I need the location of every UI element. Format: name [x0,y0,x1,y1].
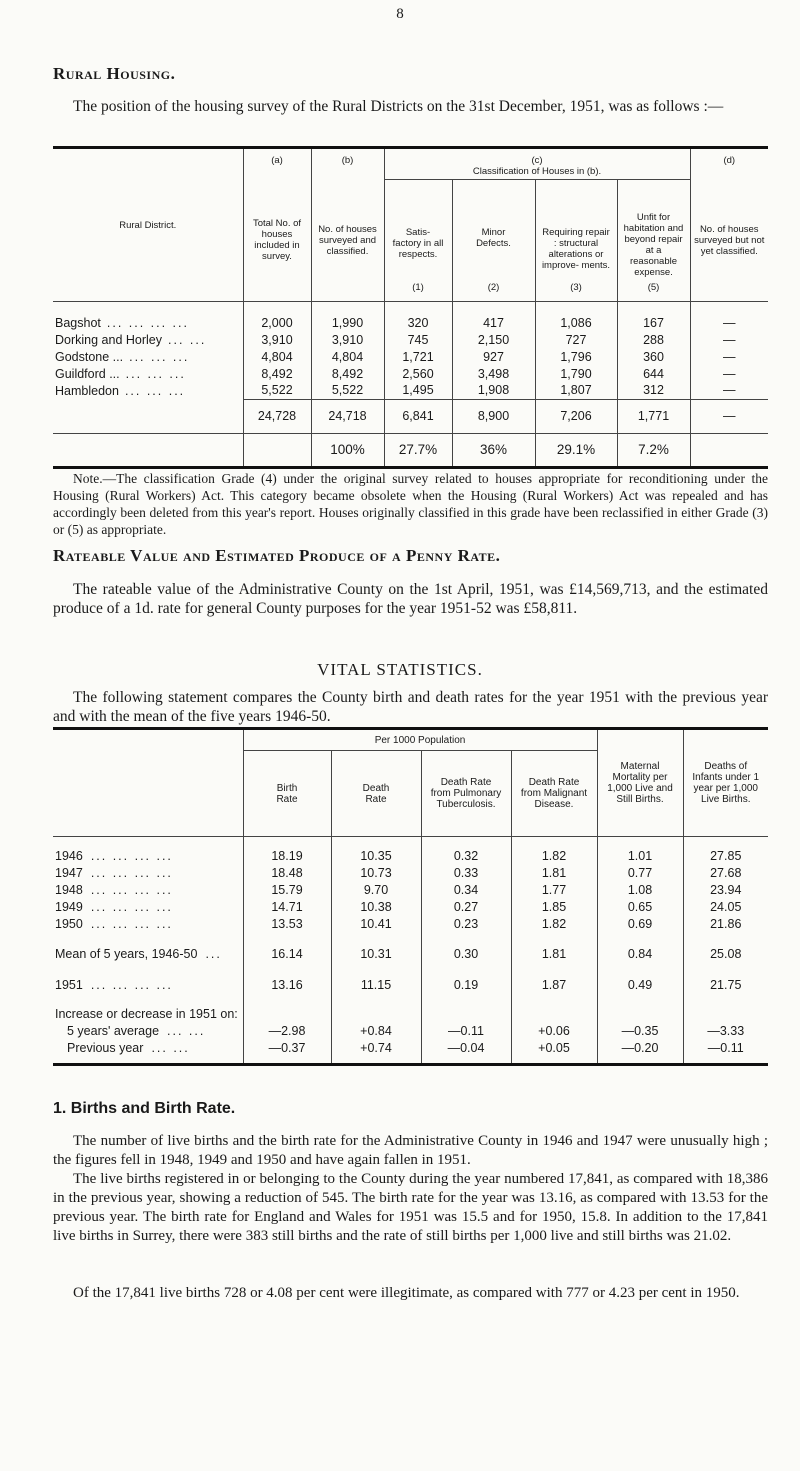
leader-dots: ... ... [151,1040,190,1055]
cell-a: 4,804 [243,348,311,365]
table-row [53,898,768,915]
births-paragraph-1: The number of live births and the birth rate for the Administrative County in 1946 and 1947 were unusually high ; the figures fell in 1948, 1949 and 1950 and have again fallen in 1951. [53,1133,768,1168]
vital-statistics-title: VITAL STATISTICS. [317,660,483,679]
value-cell: 16.14 [243,932,331,968]
cell-a: 5,522 [243,382,311,399]
value-cell: 10.41 [331,915,421,932]
col-d-letter: (d) [690,148,768,180]
cell-c2: 2,150 [452,331,535,348]
change-label: Increase or decrease in 1951 on: [55,1007,238,1021]
row-label: Previous year [67,1040,144,1055]
table-row [53,382,768,399]
district-name: Bagshot [55,316,101,330]
leader-dots: ... ... ... ... [90,849,173,863]
cell-a: 2,000 [243,302,311,332]
value-cell: 10.35 [331,837,421,865]
cell-c5: 167 [617,302,690,332]
district-name: Hambledon [55,383,119,398]
col-c3-label: Requiring repair : structural alterations or improve- ments. [541,227,611,271]
col-c-letter: (c) [531,155,543,166]
total-b: 24,718 [311,399,384,433]
value-cell: 1.87 [511,968,597,1002]
col-c5-number: (5) [647,282,660,293]
empty-cell [53,1056,243,1064]
cell-c5: 288 [617,331,690,348]
cell-c1: 320 [384,302,452,332]
table-row [53,864,768,881]
leader-dots: ... ... ... ... [90,899,173,914]
value-cell: 1.81 [511,864,597,881]
row-label-cell [53,1022,243,1039]
table-row [53,1022,768,1039]
value-cell: +0.05 [511,1039,597,1056]
infant-header: Deaths of Infants under 1 year per 1,000 Live Births. [683,729,768,837]
cell-d: — [690,382,768,399]
cell-c5: 360 [617,348,690,365]
housing-note: Note.—The classification Grade (4) under the original survey related to houses appropriate for reconditioning under the Housing (Rural Workers) Act. This category became obsolete when the Housing (Rural Workers) Act was repealed and has accordingly been deleted from this year's report. Houses originally classified in this grade have been reclassified in either Grade (3) or (5) as appropriate. [53,471,768,537]
empty-cell [511,1002,597,1022]
value-cell: 25.08 [683,932,768,968]
leader-dots: ... [205,946,222,961]
percent-c5: 7.2% [617,433,690,467]
row-label: Mean of 5 years, 1946-50 [55,946,198,961]
row-label: 1947 [55,865,83,880]
cell-c3: 1,807 [535,382,617,399]
col-c5-label: Unfit for habitation and beyond repair at a reasonable expense. [623,212,684,278]
percent-c1: 27.7% [384,433,452,467]
percent-c3: 29.1% [535,433,617,467]
vital-corner-cell [53,729,243,837]
total-a: 24,728 [243,399,311,433]
col-b-header: No. of houses surveyed and classified. [311,180,384,302]
birth-rate-header: Birth Rate [243,751,331,837]
per-1000-header: Per 1000 Population [243,729,597,751]
col-b-letter: (b) [311,148,384,180]
death-tb-header: Death Rate from Pulmonary Tuberculosis. [421,751,511,837]
district-name: Godstone ... [55,349,124,364]
cell-b: 5,522 [311,382,384,399]
table-row [53,302,768,332]
value-cell: 18.48 [243,864,331,881]
row-label: 1951 [55,978,83,992]
table-row [53,915,768,932]
rateable-text: The rateable value of the Administrative County on the 1st April, 1951, was £14,569,713, and the estimated produce of a 1d. rate for general County purposes for the year 1951-52 was £58,811. [53,581,768,617]
value-cell: 21.75 [683,968,768,1002]
leader-dots: ... ... ... ... [106,316,189,330]
value-cell: —3.33 [683,1022,768,1039]
value-cell: +0.84 [331,1022,421,1039]
leader-dots: ... ... ... [125,366,186,381]
col-c2-label: Minor Defects. [476,227,511,249]
total-d: — [690,399,768,433]
value-cell: 0.33 [421,864,511,881]
change-label-row [53,1002,768,1022]
cell-c2: 927 [452,348,535,365]
housing-survey-table [53,146,768,469]
row-label: 1949 [55,899,83,914]
percent-c2: 36% [452,433,535,467]
total-row [53,399,768,433]
empty-cell [331,1002,421,1022]
table-row [53,881,768,898]
row-label: 1946 [55,849,83,863]
district-name-cell [53,302,243,332]
rateable-heading: Rateable Value and Estimated Produce of a Penny Rate. [53,546,501,565]
col-a-letter: (a) [243,148,311,180]
percent-d [690,433,768,467]
cell-c1: 2,560 [384,365,452,382]
district-name-cell [53,365,243,382]
leader-dots: ... ... ... ... [90,865,173,880]
cell-c1: 1,495 [384,382,452,399]
cell-c3: 727 [535,331,617,348]
value-cell: +0.06 [511,1022,597,1039]
leader-dots: ... ... ... [124,383,186,398]
value-cell: 0.30 [421,932,511,968]
cell-a: 3,910 [243,331,311,348]
value-cell: 15.79 [243,881,331,898]
value-cell: 1.85 [511,898,597,915]
row-label: 1948 [55,882,83,897]
district-name-cell [53,331,243,348]
empty-cell [243,1056,331,1064]
births-paragraph-2: The live births registered in or belonging to the County during the year numbered 17,841, as compared with 18,386 in the previous year, showing a reduction of 545. The birth rate for the year was 13.16, as compared with 13.53 for the previous year. The birth rate for England and Wales for 1951 was 15.5 and for 1950, 15.8. In addition to the 17,841 live births in Surrey, there were 383 still births and the rate of still births per 1,000 live and still births was 21.02. [53,1171,768,1244]
col-d-header: No. of houses surveyed but not yet classified. [690,180,768,302]
percent-a [243,433,311,467]
leader-dots: ... ... ... ... [90,882,173,897]
cell-c3: 1,086 [535,302,617,332]
value-cell: 1.82 [511,915,597,932]
cell-c5: 644 [617,365,690,382]
table-row [53,1039,768,1056]
value-cell: 27.68 [683,864,768,881]
col-c2-header [452,180,535,302]
value-cell: 1.82 [511,837,597,865]
col-c1-number: (1) [412,282,424,293]
value-cell: 24.05 [683,898,768,915]
total-c3: 7,206 [535,399,617,433]
rural-housing-heading: Rural Housing. [53,64,176,83]
cell-d: — [690,331,768,348]
value-cell: 18.19 [243,837,331,865]
row-label-cell [53,915,243,932]
maternal-header: Maternal Mortality per 1,000 Live and Still Births. [597,729,683,837]
value-cell: 23.94 [683,881,768,898]
births-paragraph-3: Of the 17,841 live births 728 or 4.08 per cent were illegitimate, as compared with 777 or 4.23 per cent in 1950. [73,1285,740,1301]
percent-label-cell [53,433,243,467]
col-c-heading [384,148,690,180]
value-cell: 9.70 [331,881,421,898]
row-label-cell [53,837,243,865]
total-c5: 1,771 [617,399,690,433]
value-cell: 0.32 [421,837,511,865]
value-cell: 10.73 [331,864,421,881]
col-c3-number: (3) [570,282,582,293]
table-row [53,331,768,348]
spacer-row [53,1056,768,1064]
vital-statistics-table [53,727,768,1066]
row-label: 5 years' average [67,1023,160,1038]
empty-cell [421,1002,511,1022]
total-c1: 6,841 [384,399,452,433]
row-label-cell [53,864,243,881]
value-cell: 14.71 [243,898,331,915]
cell-d: — [690,348,768,365]
col-c-title: Classification of Houses in (b). [472,166,602,177]
cell-c1: 1,721 [384,348,452,365]
value-cell: 0.69 [597,915,683,932]
table-row [53,968,768,1002]
value-cell: 1.01 [597,837,683,865]
empty-cell [683,1056,768,1064]
leader-dots: ... ... ... ... [90,978,173,992]
total-c2: 8,900 [452,399,535,433]
table-row [53,348,768,365]
table-row [53,837,768,865]
value-cell: 10.38 [331,898,421,915]
leader-dots: ... ... ... [129,349,190,364]
row-label-cell [53,968,243,1002]
district-name: Guildford ... [55,366,120,381]
row-label-cell [53,932,243,968]
value-cell: 13.53 [243,915,331,932]
leader-dots: ... ... ... ... [90,916,173,931]
value-cell: —0.20 [597,1039,683,1056]
row-label: 1950 [55,916,83,931]
empty-cell [331,1056,421,1064]
district-name: Dorking and Horley [55,332,162,347]
value-cell: 0.49 [597,968,683,1002]
value-cell: 0.84 [597,932,683,968]
value-cell: —0.37 [243,1039,331,1056]
value-cell: 1.77 [511,881,597,898]
empty-cell [597,1002,683,1022]
col-c1-header [384,180,452,302]
total-label-cell [53,399,243,433]
death-malignant-header: Death Rate from Malignant Disease. [511,751,597,837]
district-name-cell [53,348,243,365]
col-c2-number: (2) [487,282,500,293]
cell-b: 8,492 [311,365,384,382]
empty-cell [243,1002,331,1022]
value-cell: —2.98 [243,1022,331,1039]
leader-dots: ... ... [168,332,207,347]
value-cell: —0.04 [421,1039,511,1056]
table-row [53,932,768,968]
district-name-cell [53,382,243,399]
value-cell: 13.16 [243,968,331,1002]
percent-b: 100% [311,433,384,467]
value-cell: 10.31 [331,932,421,968]
cell-c5: 312 [617,382,690,399]
value-cell: 0.34 [421,881,511,898]
value-cell: —0.11 [421,1022,511,1039]
cell-c2: 417 [452,302,535,332]
cell-c1: 745 [384,331,452,348]
value-cell: 0.19 [421,968,511,1002]
value-cell: 0.77 [597,864,683,881]
value-cell: —0.35 [597,1022,683,1039]
value-cell: 0.23 [421,915,511,932]
leader-dots: ... ... [167,1023,206,1038]
value-cell: 1.81 [511,932,597,968]
births-heading: 1. Births and Birth Rate. [53,1100,236,1117]
col-a-header: Total No. of houses included in survey. [243,180,311,302]
cell-c3: 1,790 [535,365,617,382]
value-cell: —0.11 [683,1039,768,1056]
rural-housing-intro: The position of the housing survey of the Rural Districts on the 31st December, 1951, was as follows :— [73,98,724,115]
cell-c2: 1,908 [452,382,535,399]
vital-intro: The following statement compares the County birth and death rates for the year 1951 with the previous year and with the mean of the five years 1946-50. [53,689,768,725]
value-cell: 1.08 [597,881,683,898]
col-c3-header [535,180,617,302]
empty-cell [511,1056,597,1064]
death-rate-header: Death Rate [331,751,421,837]
value-cell: 0.27 [421,898,511,915]
cell-a: 8,492 [243,365,311,382]
cell-c3: 1,796 [535,348,617,365]
cell-b: 1,990 [311,302,384,332]
empty-cell [597,1056,683,1064]
cell-c2: 3,498 [452,365,535,382]
col-c1-label: Satis- factory in all respects. [392,227,444,260]
page-number: 8 [396,6,404,22]
value-cell: 21.86 [683,915,768,932]
cell-b: 4,804 [311,348,384,365]
col-header-rural-district: Rural District. [119,219,177,231]
col-c5-header [617,180,690,302]
row-label-cell [53,1039,243,1056]
cell-d: — [690,365,768,382]
cell-b: 3,910 [311,331,384,348]
value-cell: +0.74 [331,1039,421,1056]
table-row [53,365,768,382]
value-cell: 27.85 [683,837,768,865]
row-label-cell [53,881,243,898]
value-cell: 0.65 [597,898,683,915]
cell-d: — [690,302,768,332]
value-cell: 11.15 [331,968,421,1002]
empty-cell [421,1056,511,1064]
empty-cell [683,1002,768,1022]
percent-row [53,433,768,467]
row-label-cell [53,898,243,915]
